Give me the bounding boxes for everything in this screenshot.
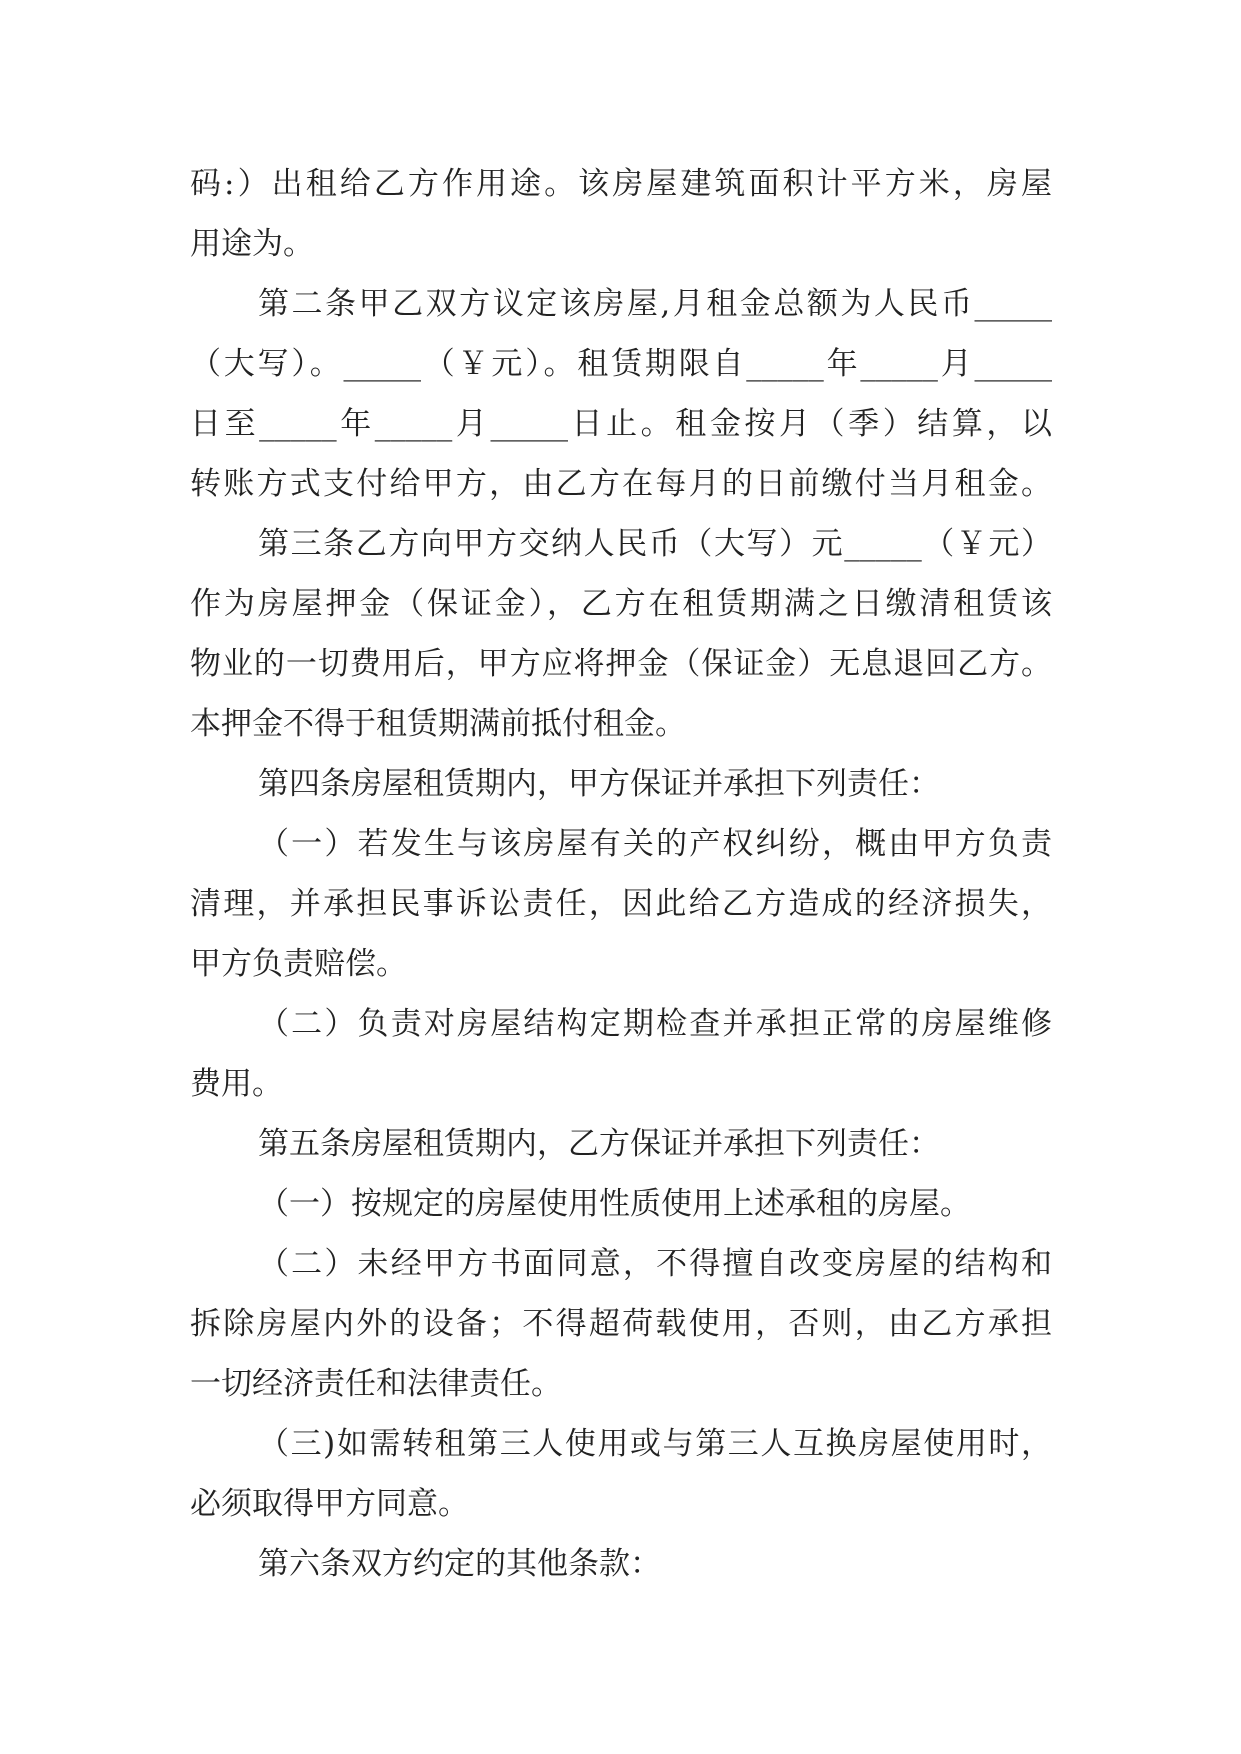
text-line: 用途为。 (190, 226, 314, 262)
text-line: 费用。 (190, 1066, 283, 1102)
text-line: （二）未经甲方书面同意，不得擅自改变房屋的结构和 (258, 1246, 1052, 1282)
text-line: 码:）出租给乙方作用途。该房屋建筑面积计平方米，房屋 (190, 166, 1052, 202)
text-line: 第六条双方约定的其他条款： (258, 1546, 661, 1582)
text-line: （三)如需转租第三人使用或与第三人互换房屋使用时， (258, 1426, 1052, 1462)
text-line: （大写）。_____（￥元）。租赁期限自_____年_____月_____ (190, 346, 1052, 382)
text-line: 第四条房屋租赁期内，甲方保证并承担下列责任： (258, 766, 940, 802)
text-line: 第二条甲乙双方议定该房屋,月租金总额为人民币_____ (258, 286, 1052, 322)
text-line: 清理，并承担民事诉讼责任，因此给乙方造成的经济损失， (190, 886, 1052, 922)
text-line: 第三条乙方向甲方交纳人民币（大写）元_____（￥元） (258, 526, 1052, 562)
text-line: 第五条房屋租赁期内，乙方保证并承担下列责任： (258, 1126, 940, 1162)
text-line: （一）按规定的房屋使用性质使用上述承租的房屋。 (258, 1186, 971, 1222)
text-line: 转账方式支付给甲方，由乙方在每月的日前缴付当月租金。 (190, 466, 1052, 502)
text-line: （一）若发生与该房屋有关的产权纠纷，概由甲方负责 (258, 826, 1052, 862)
text-line: 日至_____年_____月_____日止。租金按月（季）结算，以 (190, 406, 1052, 442)
text-line: 物业的一切费用后，甲方应将押金（保证金）无息退回乙方。 (190, 646, 1052, 682)
text-line: 作为房屋押金（保证金），乙方在租赁期满之日缴清租赁该 (190, 586, 1052, 622)
text-line: 甲方负责赔偿。 (190, 946, 407, 982)
text-line: 必须取得甲方同意。 (190, 1486, 469, 1522)
text-line: 本押金不得于租赁期满前抵付租金。 (190, 706, 686, 742)
text-line: 拆除房屋内外的设备；不得超荷载使用，否则，由乙方承担 (190, 1306, 1052, 1342)
text-line: （二）负责对房屋结构定期检查并承担正常的房屋维修 (258, 1006, 1052, 1042)
text-line: 一切经济责任和法律责任。 (190, 1366, 562, 1402)
